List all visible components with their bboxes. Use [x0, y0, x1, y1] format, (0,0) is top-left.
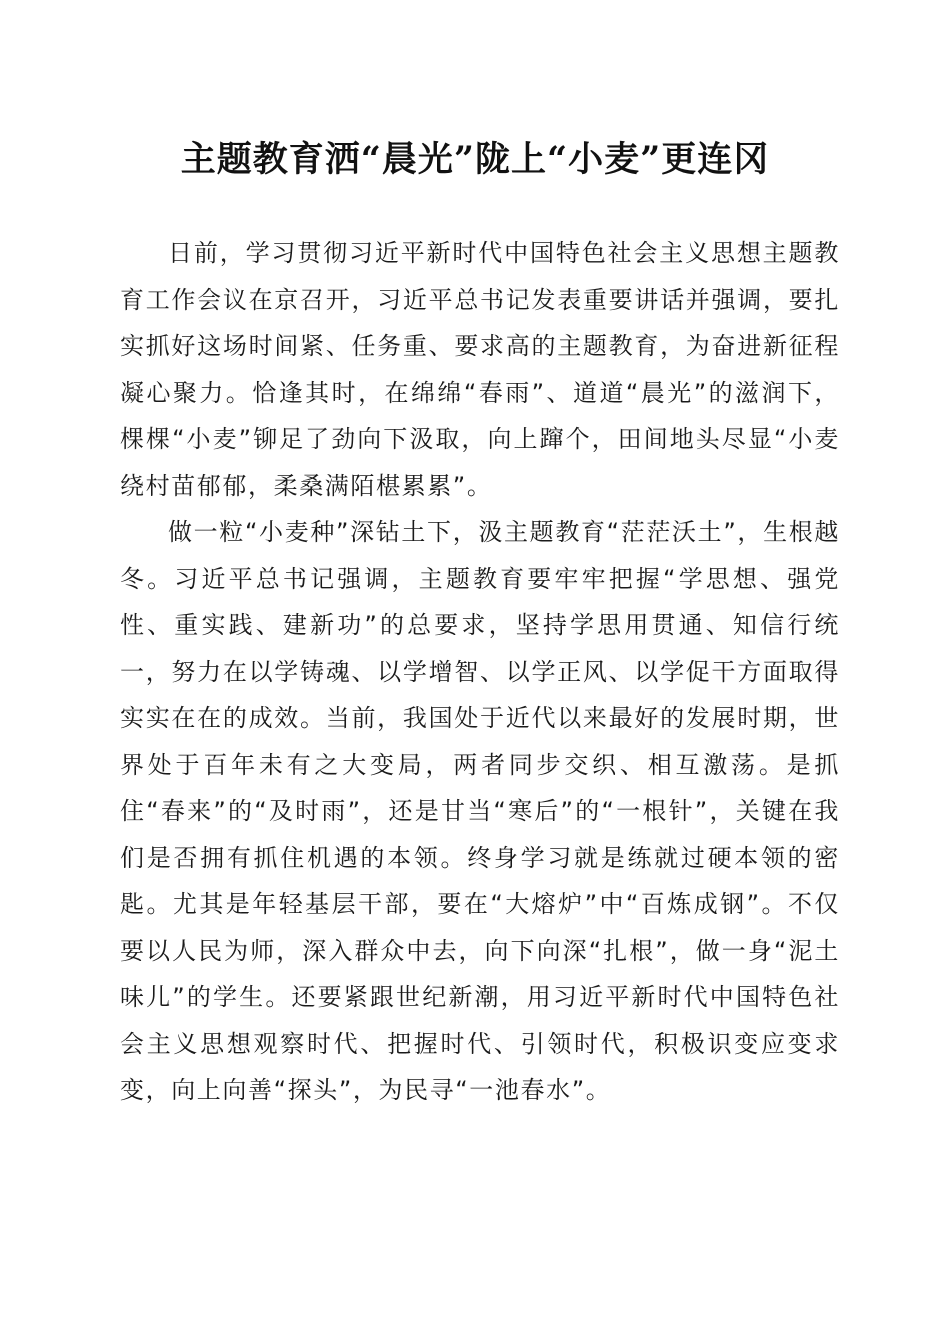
paragraph-2: 做一粒“小麦种”深钻土下，汲主题教育“茫茫沃土”，生根越冬。习近平总书记强调，主题教育要牢牢把握“学思想、强党性、重实践、建新功”的总要求，坚持学思用贯通、知信行统一，努力在以学铸魂、以学增智、以学正风、以学促干方面取得实实在在的成效。当前，我国处于近代以来最好的发展时期，世界处于百年未有之大变局，两者同步交织、相互激荡。是抓住“春来”的“及时雨”，还是甘当“寒后”的“一根针”，关键在我们是否拥有抓住机遇的本领。终身学习就是练就过硬本领的密匙。尤其是年轻基层干部，要在“大熔炉”中“百炼成钢”。不仅要以人民为师，深入群众中去，向下向深“扎根”，做一身“泥土味儿”的学生。还要紧跟世纪新潮，用习近平新时代中国特色社会主义思想观察时代、把握时代、引领时代，积极识变应变求变，向上向善“探头”，为民寻“一池春水”。 [120, 518, 840, 1104]
document-title: 主题教育洒“晨光”陇上“小麦”更连冈 [180, 139, 770, 180]
document-body [120, 230, 840, 1114]
paragraph-1: 日前，学习贯彻习近平新时代中国特色社会主义思想主题教育工作会议在京召开，习近平总书记发表重要讲话并强调，要扎实抓好这场时间紧、任务重、要求高的主题教育，为奋进新征程凝心聚力。恰逢其时，在绵绵“春雨”、道道“晨光”的滋润下，棵棵“小麦”铆足了劲向下汲取，向上蹿个，田间地头尽显“小麦绕村苗郁郁，柔桑满陌椹累累”。 [120, 239, 840, 500]
